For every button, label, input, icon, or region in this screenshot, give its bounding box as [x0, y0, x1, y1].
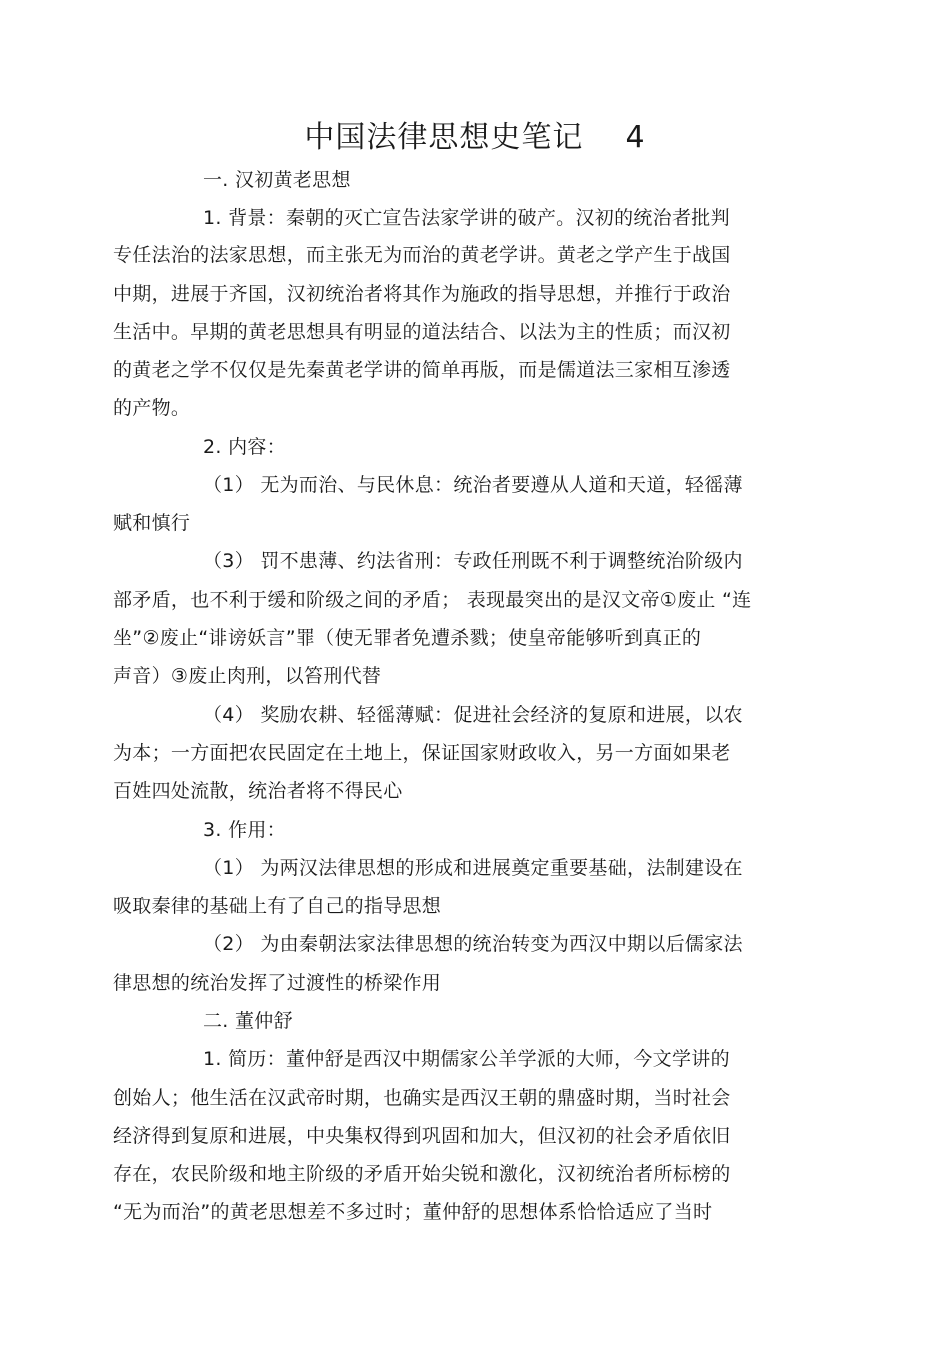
paragraph-line: 为本；一方面把农民固定在土地上，保证国家财政收入，另一方面如果老 [113, 742, 731, 764]
heading-2: 二. 董仲舒 [203, 1010, 293, 1032]
paragraph-line: 赋和慎行 [113, 512, 191, 534]
paragraph-line: 的黄老之学不仅仅是先秦黄老学讲的简单再版，而是儒道法三家相互渗透 [113, 359, 731, 381]
paragraph-line: 经济得到复原和进展，中央集权得到巩固和加大，但汉初的社会矛盾依旧 [113, 1125, 731, 1147]
paragraph-line: 坐”②废止“诽谤妖言”罪（使无罪者免遭杀戮；使皇帝能够听到真正的 [113, 627, 702, 649]
paragraph-line: 声音）③废止肉刑，以笞刑代替 [113, 665, 382, 687]
subheading: 2. 内容： [203, 436, 286, 458]
subheading: 3. 作用： [203, 819, 286, 841]
paragraph-line: 的产物。 [113, 397, 191, 419]
paragraph-line: （1） 为两汉法律思想的形成和进展奠定重要基础，法制建设在 [203, 857, 743, 879]
paragraph-line: “无为而治”的黄老思想差不多过时；董仲舒的思想体系恰恰适应了当时 [113, 1201, 713, 1223]
heading-1: 一. 汉初黄老思想 [203, 169, 351, 191]
paragraph-line: 百姓四处流散，统治者将不得民心 [113, 780, 403, 802]
paragraph-line: 专任法治的法家思想，而主张无为而治的黄老学讲。黄老之学产生于战国 [113, 244, 731, 266]
paragraph-line: （3） 罚不患薄、约法省刑：专政任刑既不利于调整统治阶级内 [203, 550, 743, 572]
paragraph-line: 部矛盾，也不利于缓和阶级之间的矛盾； 表现最突出的是汉文帝①废止 “连 [113, 589, 752, 611]
paragraph-line: 中期，进展于齐国，汉初统治者将其作为施政的指导思想，并推行于政治 [113, 283, 731, 305]
paragraph-line: 1. 背景：秦朝的灭亡宣告法家学讲的破产。汉初的统治者批判 [203, 207, 730, 229]
paragraph-line: （2） 为由秦朝法家法律思想的统治转变为西汉中期以后儒家法 [203, 933, 743, 955]
paragraph-line: 生活中。早期的黄老思想具有明显的道法结合、以法为主的性质；而汉初 [113, 321, 731, 343]
paragraph-line: （1） 无为而治、与民休息：统治者要遵从人道和天道，轻徭薄 [203, 474, 743, 496]
paragraph-line: 吸取秦律的基础上有了自己的指导思想 [113, 895, 442, 917]
paragraph-line: 创始人；他生活在汉武帝时期，也确实是西汉王朝的鼎盛时期，当时社会 [113, 1087, 731, 1109]
document-title: 中国法律思想史笔记 4 [304, 120, 646, 155]
paragraph-line: （4） 奖励农耕、轻徭薄赋：促进社会经济的复原和进展，以农 [203, 704, 743, 726]
paragraph-line: 律思想的统治发挥了过渡性的桥梁作用 [113, 972, 442, 994]
paragraph-line: 存在，农民阶级和地主阶级的矛盾开始尖锐和激化，汉初统治者所标榜的 [113, 1163, 731, 1185]
paragraph-line: 1. 简历：董仲舒是西汉中期儒家公羊学派的大师，今文学讲的 [203, 1048, 730, 1070]
